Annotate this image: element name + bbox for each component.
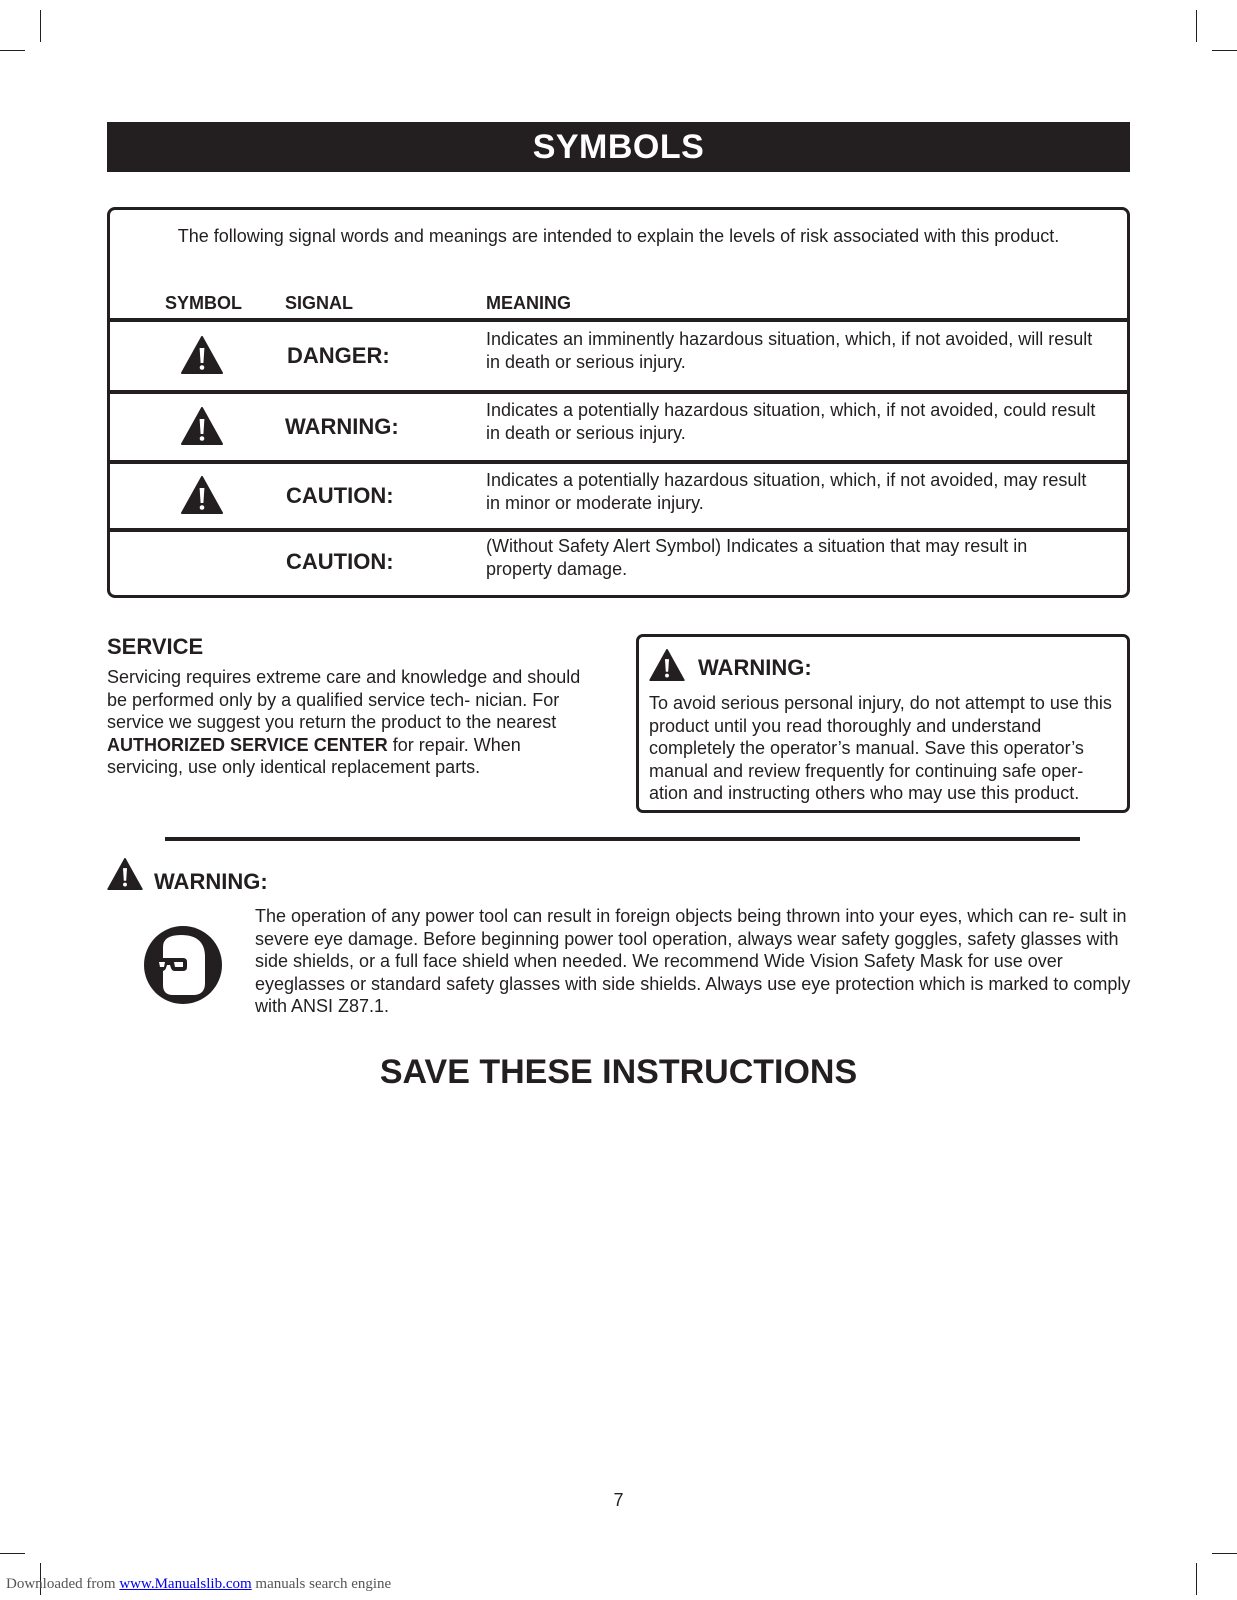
crop-mark [1212,1553,1237,1554]
crop-mark [40,10,41,42]
signal-meaning: (Without Safety Alert Symbol) Indicates a situation that may result in property damage. [486,536,1028,579]
crop-mark [1212,50,1237,51]
eye-warning-label: WARNING: [154,869,268,894]
footer-suffix: manuals search engine [251,1576,392,1592]
column-header-symbol: SYMBOL [165,293,243,313]
signal-word: CAUTION: [286,483,394,508]
service-text [107,666,592,779]
column-header-signal: SIGNAL [285,293,354,313]
service-text-start: Servicing requires extreme care and knowledge and should be performed only by a qualified service tech- nician. For service we suggest you return the product to the nearest [107,667,581,733]
warning-label: WARNING: [698,655,812,680]
service-heading: SERVICE [107,634,204,659]
table-row-caution [110,464,1127,528]
safety-alert-triangle-icon [181,476,223,514]
safety-alert-triangle-icon [181,336,223,374]
manual-warning-box [636,634,1130,813]
page-number: 7 [613,1490,624,1510]
section-divider [165,837,1080,841]
symbols-intro: The following signal words and meanings are intended to explain the levels of risk associated with this product. [177,226,1060,246]
signal-meaning: Indicates a potentially hazardous situation, which, if not avoided, may result in minor or moderate injury. [486,470,1087,513]
safety-alert-triangle-icon [107,858,143,890]
safety-alert-triangle-icon [181,407,223,445]
page-title: SYMBOLS [107,122,1130,172]
save-instructions-heading: SAVE THESE INSTRUCTIONS [379,1053,858,1091]
crop-mark [1196,1563,1197,1595]
manualslib-link[interactable]: www.Manualslib.com [119,1576,252,1592]
signal-meaning: Indicates an imminently hazardous situation, which, if not avoided, will result in death or serious injury. [486,329,1093,372]
signal-word: CAUTION: [286,549,394,574]
footer-prefix: Downloaded from [6,1576,120,1592]
column-header-meaning: MEANING [486,293,571,313]
download-footer [6,1576,391,1593]
signal-word: DANGER: [287,343,390,368]
signal-meaning: Indicates a potentially hazardous situation, which, if not avoided, could result in death or serious injury. [486,400,1096,443]
safety-alert-triangle-icon [649,649,685,681]
eye-warning-text: The operation of any power tool can result in foreign objects being thrown into your eyes, which can re- sult in severe eye damage. Before beginning power tool operation, always wear safety goggles, safety glasses with side shields, or a full face shield when needed. We recommend Wide Vision Safety Mask for use over eyeglasses or standard safety glasses with side shields. Always use eye protection which is marked to comply with ANSI Z87.1. [255,906,1131,1017]
table-row-warning [110,394,1127,460]
table-row-caution-property [110,532,1127,595]
crop-mark [0,1553,25,1554]
crop-mark [1196,10,1197,42]
crop-mark [0,50,25,51]
service-center-emphasis: AUTHORIZED SERVICE CENTER [107,734,388,755]
warning-text: To avoid serious personal injury, do not attempt to use this product until you read thoroughly and understand completely the operator’s manual. Save this operator’s manual and review frequently for continuing safe oper- ation and instructing others who may use this product. [649,693,1112,804]
eye-protection-icon [143,925,223,1005]
table-row-danger [110,322,1127,390]
signal-word: WARNING: [285,414,399,439]
service-text-end: for repair. When servicing, use only identical replacement parts. [107,734,521,778]
symbols-table [107,207,1130,598]
